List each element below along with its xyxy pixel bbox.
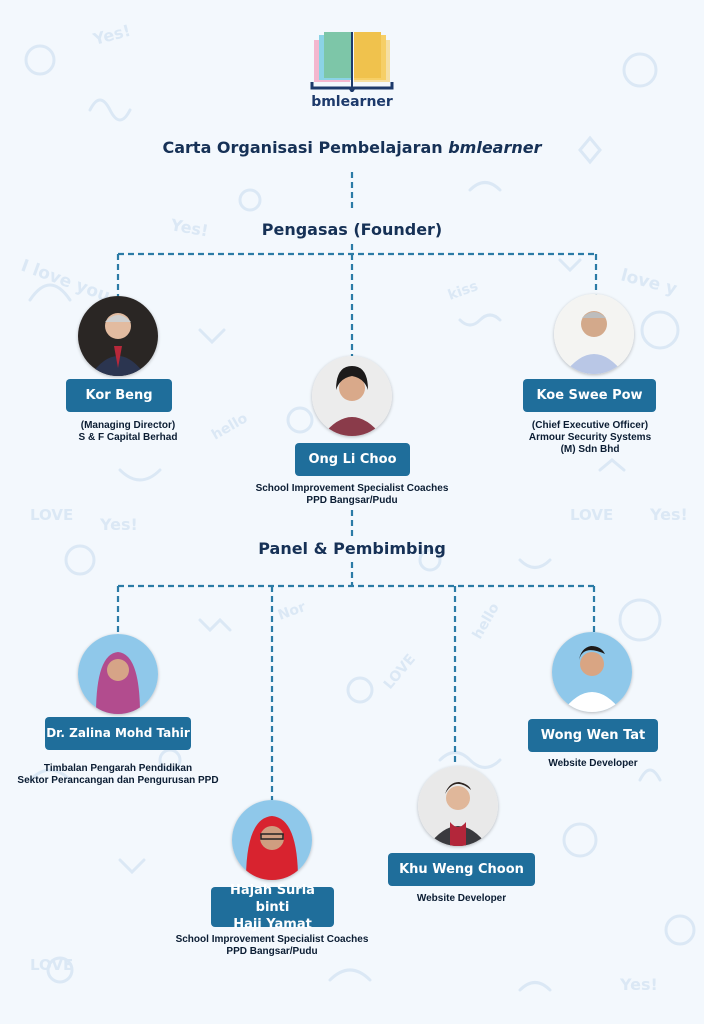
avatar-koe-swee-pow [554, 294, 634, 374]
role-koe-swee-pow: (Chief Executive Officer) Armour Security Systems (M) Sdn Bhd [528, 420, 652, 455]
title-brand: bmlearner [448, 138, 542, 157]
svg-text:kiss: kiss [445, 278, 481, 304]
doodle-yes: Yes! [91, 20, 133, 49]
name-koe-swee-pow: Koe Swee Pow [523, 379, 656, 412]
name-wong-wen-tat: Wong Wen Tat [528, 719, 658, 752]
name-kor-beng: Kor Beng [66, 379, 172, 412]
name-ong-li-choo: Ong Li Choo [295, 443, 410, 476]
role-wong-wen-tat: Website Developer [548, 758, 638, 769]
svg-text:Yes!: Yes! [620, 975, 658, 994]
svg-text:I love you: I love you [18, 255, 113, 307]
logo-text: bmlearner [311, 94, 393, 110]
avatar-kor-beng [78, 296, 158, 376]
doodle-love: LOVE [30, 506, 74, 524]
role-khu-weng-choon: Website Developer [416, 893, 507, 904]
avatar-zalina [78, 634, 158, 714]
svg-text:Yes!: Yes! [650, 505, 688, 524]
svg-text:hello: hello [209, 410, 251, 444]
name-suria-line2: Haji Yamat [233, 916, 312, 932]
svg-text:hello: hello [469, 600, 503, 642]
name-suria [211, 882, 334, 932]
open-book-icon [310, 30, 394, 92]
svg-text:love y: love y [618, 265, 680, 300]
role-zalina: Timbalan Pengarah Pendidikan Sektor Perancangan dan Pengurusan PPD [17, 763, 219, 786]
name-zalina: Dr. Zalina Mohd Tahir [45, 717, 191, 750]
svg-text:Yes!: Yes! [100, 515, 138, 534]
logo [302, 30, 402, 116]
avatar-wong-wen-tat [552, 632, 632, 712]
svg-text:Yes!: Yes! [169, 215, 210, 241]
role-kor-beng: (Managing Director) S & F Capital Berhad [78, 420, 178, 443]
section-panel: Panel & Pembimbing [258, 539, 446, 558]
svg-text:LOVE: LOVE [570, 506, 614, 524]
avatar-ong-li-choo [312, 356, 392, 436]
avatar-suria [232, 800, 312, 880]
name-khu-weng-choon: Khu Weng Choon [388, 853, 535, 886]
svg-text:LOVE: LOVE [30, 956, 74, 974]
role-suria: School Improvement Specialist Coaches PPD Bangsar/Pudu [175, 934, 369, 957]
svg-text:Nor: Nor [275, 599, 308, 624]
svg-text:LOVE: LOVE [380, 651, 420, 693]
avatar-khu-weng-choon [418, 766, 498, 846]
title-prefix: Carta Organisasi Pembelajaran [162, 138, 449, 157]
role-ong-li-choo: School Improvement Specialist Coaches PPD Bangsar/Pudu [255, 483, 449, 506]
section-founder: Pengasas (Founder) [261, 220, 443, 239]
name-suria-line1: Hajah Suria binti [230, 882, 315, 915]
page-title [0, 138, 704, 157]
